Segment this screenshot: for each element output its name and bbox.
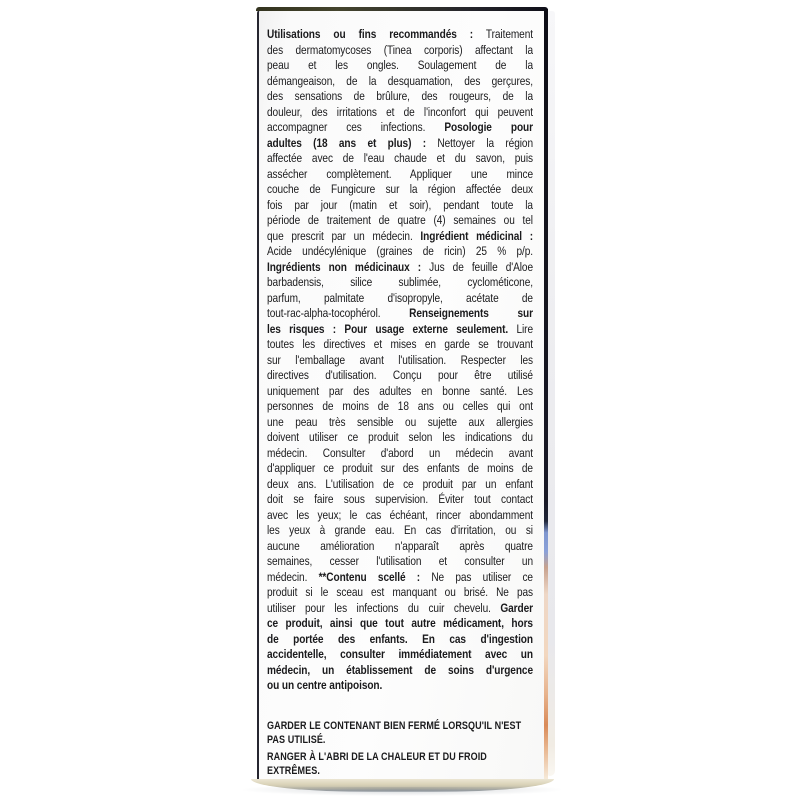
label-text-line: affectée avec de l'eau chaude et du savon, puis bbox=[267, 151, 533, 165]
label-text-line: aucune amélioration n'apparaît après quatre bbox=[267, 538, 533, 553]
label-text-line: accidentelle, consulter immédiatement avec un bbox=[267, 647, 533, 661]
label-text-line: d'appliquer ce produit sur des enfants de moins de bbox=[267, 461, 533, 475]
label-text-line: couche de Fungicure sur la région affectée deux bbox=[267, 182, 533, 196]
storage-text-line: PAS UTILISÉ. bbox=[267, 734, 326, 746]
storage-statement bbox=[267, 719, 533, 747]
label-text-line: Utilisations ou fins recommandés : Traitement bbox=[267, 27, 533, 41]
label-text-line: deux ans. L'utilisation de ce produit par un enfant bbox=[267, 476, 533, 491]
box-drop-shadow bbox=[243, 787, 561, 796]
label-text-line: tout-rac-alpha-tocophérol. Renseignements sur bbox=[267, 306, 533, 320]
label-text-line: parfum, palmitate d'isopropyle, acétate de bbox=[267, 290, 533, 305]
label-text-line: des dermatomycoses (Tinea corporis) affectant la bbox=[267, 42, 533, 57]
label-text-line: sur l'emballage avant l'utilisation. Respecter les bbox=[267, 352, 533, 367]
box-top-edge bbox=[256, 7, 548, 11]
label-text-line: ou un centre antipoison. bbox=[267, 678, 383, 692]
label-text-line: Acide undécylénique (graines de ricin) 25 % p/p. bbox=[267, 244, 533, 258]
label-text-line: uniquement par des adultes en bonne santé. Les bbox=[267, 383, 533, 398]
label-text-line: toutes les directives et mises en garde se trouvant bbox=[267, 337, 533, 351]
label-text-line: accompagner ces infections. Posologie pour bbox=[267, 120, 533, 134]
label-text-line: assécher complètement. Appliquer une mince bbox=[267, 166, 533, 181]
label-text-line: directives d'utilisation. Conçu pour être utilisé bbox=[267, 368, 533, 382]
label-text-line: ce produit, ainsi que tout autre médicament, hors bbox=[267, 616, 533, 630]
box-side-face bbox=[548, 11, 555, 776]
label-text-line: douleur, des irritations et de l'inconfort qui peuvent bbox=[267, 104, 533, 119]
label-text-line: démangeaison, de la desquamation, des gerçures, bbox=[267, 73, 533, 88]
label-text-line: produit si le sceau est manquant ou brisé. Ne pas bbox=[267, 585, 533, 599]
label-body-text bbox=[267, 27, 533, 694]
label-text-line: les risques : Pour usage externe seulement. Lire bbox=[267, 321, 533, 336]
storage-text-line: GARDER LE CONTENANT BIEN FERMÉ LORSQU'IL N'EST bbox=[267, 720, 522, 732]
label-text-line: les yeux à grande eau. En cas d'irritation, ou si bbox=[267, 523, 533, 537]
label-text-line: médecin, un établissement de soins d'urgence bbox=[267, 662, 533, 677]
storage-statement bbox=[267, 750, 533, 778]
label-text-line: médecin. **Contenu scellé : Ne pas utiliser ce bbox=[267, 569, 533, 584]
label-text-line: doivent utiliser ce produit selon les indications du bbox=[267, 430, 533, 444]
label-text-line: Ingrédients non médicinaux : Jus de feuille d'Aloe bbox=[267, 259, 533, 274]
label-text-line: adultes (18 ans et plus) : Nettoyer la région bbox=[267, 135, 533, 150]
label-text-line: doit se faire sous supervision. Éviter tout contact bbox=[267, 492, 533, 506]
label-text-line: utiliser pour les infections du cuir chevelu. Garder bbox=[267, 600, 533, 615]
label-text-line: de portée des enfants. En cas d'ingestion bbox=[267, 631, 533, 646]
label-text-line: période de traitement de quatre (4) semaines ou tel bbox=[267, 213, 533, 227]
label-text-line: médecin. Consulter d'abord un médecin avant bbox=[267, 445, 533, 460]
storage-text-line: EXTRÊMES. bbox=[267, 765, 320, 777]
storage-text-line: RANGER À L'ABRI DE LA CHALEUR ET DU FROID bbox=[267, 751, 487, 763]
label-text-line: fois par jour (matin et soir), pendant toute la bbox=[267, 197, 533, 212]
label-text-line: barbadensis, silice sublimée, cyclométicone, bbox=[267, 275, 533, 289]
label-text-line: peau et les ongles. Soulagement de la bbox=[267, 58, 533, 72]
label-text-line: personnes de moins de 18 ans ou celles qui ont bbox=[267, 399, 533, 413]
storage-instructions bbox=[267, 719, 533, 781]
label-text-line: que prescrit par un médecin. Ingrédient médicinal : bbox=[267, 228, 533, 243]
label-text-line: des sensations de brûlure, des rougeurs, de la bbox=[267, 89, 533, 103]
label-text-line: semaines, cesser l'utilisation et consulter un bbox=[267, 554, 533, 568]
label-text-line: avec les yeux; le cas échéant, rincer abondamment bbox=[267, 507, 533, 522]
label-text-line: une peau très sensible ou sujette aux allergies bbox=[267, 414, 533, 429]
